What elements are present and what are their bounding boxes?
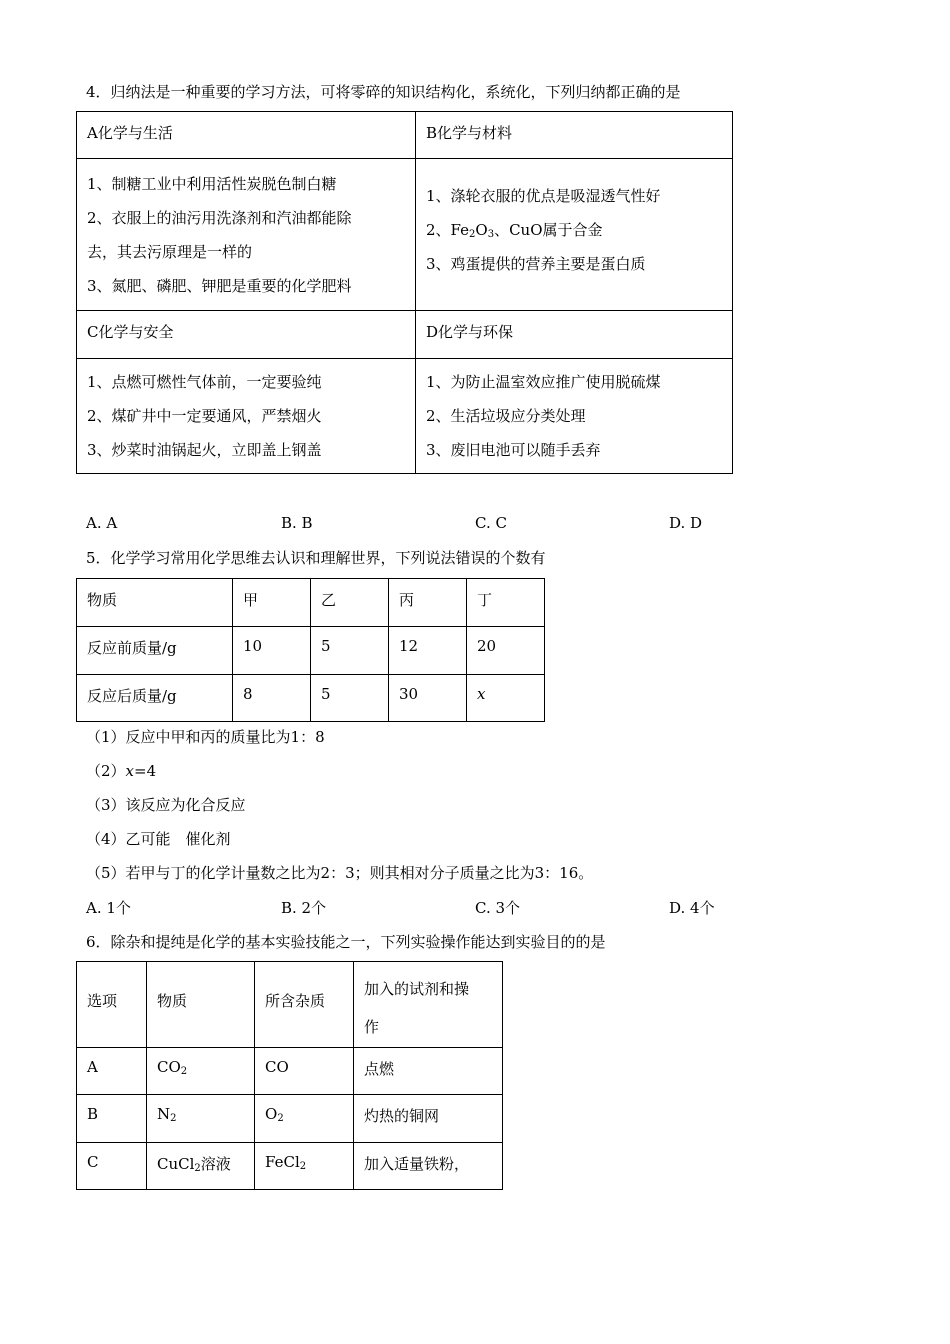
q4-option-a[interactable]: A. A <box>86 514 118 532</box>
q4-b-line: 3、鸡蛋提供的营养主要是蛋白质 <box>426 255 646 273</box>
q5-cell: 30 <box>389 675 467 722</box>
q5-cell: 5 <box>311 627 389 675</box>
q5-statement-1: （1）反应中甲和丙的质量比为1：8 <box>86 728 325 746</box>
q5-options <box>86 897 786 917</box>
q4-table <box>76 111 733 474</box>
q5-cell: 12 <box>389 627 467 675</box>
q6-table <box>76 961 503 1190</box>
q4-c-content <box>77 359 416 474</box>
q5-cell: 8 <box>233 675 311 722</box>
q5-cell: x <box>467 675 545 722</box>
q5-header-cell: 乙 <box>311 579 389 627</box>
q4-options <box>86 514 786 534</box>
q6-stem: 6．除杂和提纯是化学的基本实验技能之一，下列实验操作能达到实验目的的是 <box>86 933 606 951</box>
q4-c-line: 3、炒菜时油锅起火，立即盖上钢盖 <box>87 441 322 459</box>
q5-option-c[interactable]: C. 3个 <box>475 899 521 917</box>
q5-cell: 反应后质量/g <box>77 675 233 722</box>
q6-cell: $CO_2$ <box>147 1048 255 1095</box>
q5-option-a[interactable]: A. 1个 <box>86 899 131 917</box>
q4-d-line: 3、废旧电池可以随手丢弃 <box>426 441 601 459</box>
q6-header-cell: 所含杂质 <box>255 962 354 1048</box>
q4-a-line: 3、氮肥、磷肥、钾肥是重要的化学肥料 <box>87 277 352 295</box>
q5-statement-3: （3）该反应为化合反应 <box>86 796 246 814</box>
q4-option-d[interactable]: D. D <box>669 514 703 532</box>
q6-header-cell: 物质 <box>147 962 255 1048</box>
q4-b-line: 1、涤轮衣服的优点是吸湿透气性好 <box>426 187 661 205</box>
q4-c-line: 2、煤矿井中一定要通风，严禁烟火 <box>87 407 322 425</box>
q4-a-line: 去，其去污原理是一样的 <box>87 243 253 261</box>
q4-a-title: A化学与生活 <box>77 112 416 159</box>
q6-cell: 灼热的铜网 <box>354 1095 503 1143</box>
q5-header-cell: 丁 <box>467 579 545 627</box>
q6-cell: $O_2$ <box>255 1095 354 1143</box>
q6-header-cell: 选项 <box>77 962 147 1048</box>
q5-statement-2: （2）x=4 <box>86 762 157 780</box>
q6-cell: CuCl$_2$溶液 <box>147 1143 255 1190</box>
q5-table <box>76 578 545 722</box>
q4-b-content <box>416 159 733 311</box>
q4-d-title: D化学与环保 <box>416 311 733 359</box>
q6-cell: 加入适量铁粉， <box>354 1143 503 1190</box>
q4-a-line: 2、衣服上的油污用洗涤剂和汽油都能除 <box>87 209 352 227</box>
q4-a-line: 1、制糖工业中利用活性炭脱色制白糖 <box>87 175 337 193</box>
q6-cell: 点燃 <box>354 1048 503 1095</box>
q5-option-d[interactable]: D. 4个 <box>669 899 715 917</box>
q4-b-title: B化学与材料 <box>416 112 733 159</box>
q5-header-cell: 丙 <box>389 579 467 627</box>
q6-cell: CO <box>255 1048 354 1095</box>
q4-b-line: 2、$Fe_2O_3$、CuO属于合金 <box>426 221 603 240</box>
q4-d-line: 2、生活垃圾应分类处理 <box>426 407 586 425</box>
q6-cell: A <box>77 1048 147 1095</box>
q5-cell: 20 <box>467 627 545 675</box>
q4-a-content <box>77 159 416 311</box>
q5-option-b[interactable]: B. 2个 <box>281 899 327 917</box>
q4-option-c[interactable]: C. C <box>475 514 507 532</box>
q4-d-line: 1、为防止温室效应推广使用脱硫煤 <box>426 373 661 391</box>
q6-cell: B <box>77 1095 147 1143</box>
q5-stem: 5．化学学习常用化学思维去认识和理解世界，下列说法错误的个数有 <box>86 549 546 567</box>
q4-c-title: C化学与安全 <box>77 311 416 359</box>
q5-statement-5: （5）若甲与丁的化学计量数之比为2：3；则其相对分子质量之比为3：16。 <box>86 864 594 882</box>
q5-statement-4: （4）乙可能 催化剂 <box>86 830 231 848</box>
q4-d-content <box>416 359 733 474</box>
q4-stem: 4．归纳法是一种重要的学习方法，可将零碎的知识结构化，系统化，下列归纳都正确的是 <box>86 83 681 101</box>
q4-c-line: 1、点燃可燃性气体前，一定要验纯 <box>87 373 322 391</box>
q6-cell: C <box>77 1143 147 1190</box>
q5-header-cell: 物质 <box>77 579 233 627</box>
q4-option-b[interactable]: B. B <box>281 514 313 532</box>
q6-cell: $N_2$ <box>147 1095 255 1143</box>
q5-cell: 5 <box>311 675 389 722</box>
q6-cell: FeCl$_2$ <box>255 1143 354 1190</box>
q6-header-cell: 加入的试剂和操 作 <box>354 962 503 1048</box>
q5-cell: 反应前质量/g <box>77 627 233 675</box>
q5-header-cell: 甲 <box>233 579 311 627</box>
q5-cell: 10 <box>233 627 311 675</box>
